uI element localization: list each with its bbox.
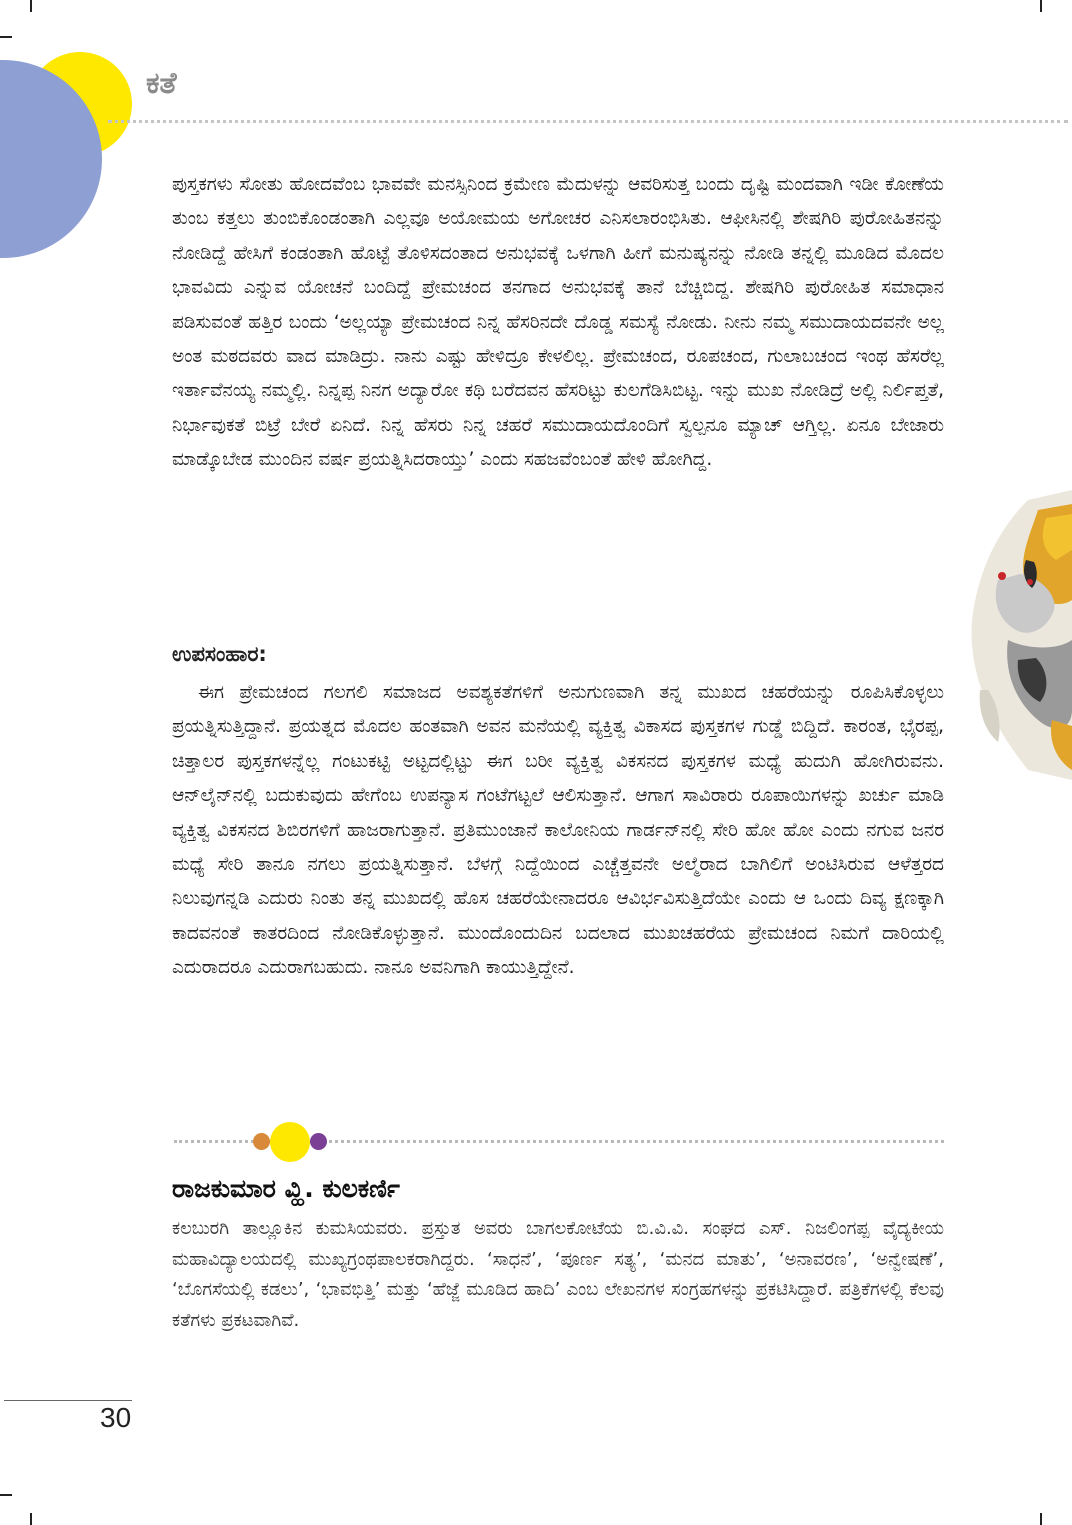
decorative-orange-dot	[253, 1133, 270, 1150]
author-name: ರಾಜಕುಮಾರ ವ್ಹಿ. ಕುಲಕರ್ಣಿ	[172, 1174, 400, 1203]
decorative-painting-image	[968, 490, 1072, 780]
crop-mark	[30, 0, 32, 12]
crop-mark	[1040, 0, 1042, 12]
author-bio: ಕಲಬುರಗಿ ತಾಲ್ಲೂಕಿನ ಕುಮಸಿಯವರು. ಪ್ರಸ್ತುತ ಅವರು ಬಾಗಲಕೋಟೆಯ ಬಿ.ವಿ.ವಿ. ಸಂಘದ ಎಸ್. ನಿಜಲಿಂಗಪ್ಪ ವೈದ್ಯಕೀಯ ಮಹಾವಿದ್ಯಾಲಯದಲ್ಲಿ ಮುಖ್ಯಗ್ರಂಥಪಾಲಕರಾಗಿದ್ದರು. ‘ಸಾಧನೆ’, ‘ಪೂರ್ಣ ಸತ್ಯ’, ‘ಮನದ ಮಾತು’, ‘ಅನಾವರಣ’, ‘ಅನ್ವೇಷಣೆ’, ‘ಬೊಗಸೆಯಲ್ಲಿ ಕಡಲು’, ‘ಭಾವಭಿತ್ತಿ’ ಮತ್ತು ‘ಹೆಜ್ಜೆ ಮೂಡಿದ ಹಾದಿ’ ಎಂಬ ಲೇಖನಗಳ ಸಂಗ್ರಹಗಳನ್ನು ಪ್ರಕಟಿಸಿದ್ದಾರೆ. ಪತ್ರಿಕೆಗಳಲ್ಲಿ ಕೆಲವು ಕತೆಗಳು ಪ್ರಕಟವಾಗಿವೆ.	[172, 1218, 944, 1331]
story-paragraph: ಪುಸ್ತಕಗಳು ಸೋತು ಹೋದವೆಂಬ ಭಾವವೇ ಮನಸ್ಸಿನಿಂದ ಕ್ರಮೇಣ ಮೆದುಳನ್ನು ಆವರಿಸುತ್ತ ಬಂದು ದೃಷ್ಟಿ ಮಂದವಾಗಿ ಇಡೀ ಕೋಣೆಯ ತುಂಬ ಕತ್ತಲು ತುಂಬಿಕೊಂಡಂತಾಗಿ ಎಲ್ಲವೂ ಅಯೋಮಯ ಅಗೋಚರ ಎನಿಸಲಾರಂಭಿಸಿತು. ಆಫೀಸಿನಲ್ಲಿ ಶೇಷಗಿರಿ ಪುರೋಹಿತನನ್ನು ನೋಡಿದ್ದೆ ಹೇಸಿಗೆ ಕಂಡಂತಾಗಿ ಹೊಟ್ಟೆ ತೊಳಿಸದಂತಾದ ಅನುಭವಕ್ಕೆ ಒಳಗಾಗಿ ಹೀಗೆ ಮನುಷ್ಯನನ್ನು ನೋಡಿ ತನ್ನಲ್ಲಿ ಮೂಡಿದ ಮೊದಲ ಭಾವವಿದು ಎನ್ನುವ ಯೋಚನೆ ಬಂದಿದ್ದೆ ಪ್ರೇಮಚಂದ ತನಗಾದ ಅನುಭವಕ್ಕೆ ತಾನೆ ಬೆಚ್ಚಿಬಿದ್ದ. ಶೇಷಗಿರಿ ಪುರೋಹಿತ ಸಮಾಧಾನ ಪಡಿಸುವಂತೆ ಹತ್ತಿರ ಬಂದು ‘ಅಲ್ಲಯ್ಯಾ ಪ್ರೇಮಚಂದ ನಿನ್ನ ಹೆಸರಿನದೇ ದೊಡ್ಡ ಸಮಸ್ಯೆ ನೋಡು. ನೀನು ನಮ್ಮ ಸಮುದಾಯದವನೇ ಅಲ್ಲ ಅಂತ ಮಠದವರು ವಾದ ಮಾಡಿದ್ರು. ನಾನು ಎಷ್ಟು ಹೇಳಿದ್ರೂ ಕೇಳಲಿಲ್ಲ. ಪ್ರೇಮಚಂದ, ರೂಪಚಂದ, ಗುಲಾಬಚಂದ ಇಂಥ ಹೆಸರೆಲ್ಲ ಇರ್ತಾವೆನಯ್ಯ ನಮ್ಮಲ್ಲಿ. ನಿನ್ನಪ್ಪ ನಿನಗ ಅದ್ಯಾರೋ ಕಥಿ ಬರೆದವನ ಹೆಸರಿಟ್ಟು ಕುಲಗೆಡಿಸಿಬಿಟ್ಟ. ಇನ್ನು ಮುಖ ನೋಡಿದ್ರೆ ಅಲ್ಲಿ ನಿರ್ಲಿಪ್ತತೆ, ನಿರ್ಭಾವುಕತೆ ಬಿಟ್ರೆ ಬೇರೆ ಏನಿದೆ. ನಿನ್ನ ಹೆಸರು ನಿನ್ನ ಚಹರೆ ಸಮುದಾಯದೊಂದಿಗೆ ಸ್ವಲ್ಪನೂ ಮ್ಯಾಚ್ ಆಗ್ತಿಲ್ಲ. ಏನೂ ಬೇಜಾರು ಮಾಡ್ಕೊಬೇಡ ಮುಂದಿನ ವರ್ಷ ಪ್ರಯತ್ನಿಸಿದರಾಯ್ತು’ ಎಂದು ಸಹಜವೆಂಬಂತೆ ಹೇಳಿ ಹೋಗಿದ್ದ.	[172, 174, 944, 471]
header-dotted-rule	[108, 120, 1068, 123]
decorative-yellow-dot	[270, 1122, 310, 1162]
epilogue-paragraph: ಈಗ ಪ್ರೇಮಚಂದ ಗಲಗಲಿ ಸಮಾಜದ ಅವಶ್ಯಕತೆಗಳಿಗೆ ಅನುಗುಣವಾಗಿ ತನ್ನ ಮುಖದ ಚಹರೆಯನ್ನು ರೂಪಿಸಿಕೊಳ್ಳಲು ಪ್ರಯತ್ನಿಸುತ್ತಿದ್ದಾನೆ. ಪ್ರಯತ್ನದ ಮೊದಲ ಹಂತವಾಗಿ ಅವನ ಮನೆಯಲ್ಲಿ ವ್ಯಕ್ತಿತ್ವ ವಿಕಾಸದ ಪುಸ್ತಕಗಳ ಗುಡ್ಡೆ ಬಿದ್ದಿದೆ. ಕಾರಂತ, ಭೈರಪ್ಪ, ಚಿತ್ತಾಲರ ಪುಸ್ತಕಗಳನ್ನೆಲ್ಲ ಗಂಟುಕಟ್ಟಿ ಅಟ್ಟದಲ್ಲಿಟ್ಟು ಈಗ ಬರೀ ವ್ಯಕ್ತಿತ್ವ ವಿಕಸನದ ಪುಸ್ತಕಗಳ ಮಧ್ಯೆ ಹುದುಗಿ ಹೋಗಿರುವನು. ಆನ್‌ಲೈನ್‌ನಲ್ಲಿ ಬದುಕುವುದು ಹೇಗೆಂಬ ಉಪನ್ಯಾಸ ಗಂಟೆಗಟ್ಟಲೆ ಆಲಿಸುತ್ತಾನೆ. ಆಗಾಗ ಸಾವಿರಾರು ರೂಪಾಯಿಗಳನ್ನು ಖರ್ಚು ಮಾಡಿ ವ್ಯಕ್ತಿತ್ವ ವಿಕಸನದ ಶಿಬಿರಗಳಿಗೆ ಹಾಜರಾಗುತ್ತಾನೆ. ಪ್ರತಿಮುಂಜಾನೆ ಕಾಲೋನಿಯ ಗಾರ್ಡನ್‌ನಲ್ಲಿ ಸೇರಿ ಹೋ ಹೋ ಎಂದು ನಗುವ ಜನರ ಮಧ್ಯೆ ಸೇರಿ ತಾನೂ ನಗಲು ಪ್ರಯತ್ನಿಸುತ್ತಾನೆ. ಬೆಳಗ್ಗೆ ನಿದ್ದೆಯಿಂದ ಎಚ್ಚೆತ್ತವನೇ ಅಲ್ಮೆರಾದ ಬಾಗಿಲಿಗೆ ಅಂಟಿಸಿರುವ ಆಳೆತ್ತರದ ನಿಲುವುಗನ್ನಡಿ ಎದುರು ನಿಂತು ತನ್ನ ಮುಖದಲ್ಲಿ ಹೊಸ ಚಹರೆಯೇನಾದರೂ ಆವಿರ್ಭವಿಸುತ್ತಿದೆಯೇ ಎಂದು ಆ ಒಂದು ದಿವ್ಯ ಕ್ಷಣಕ್ಕಾಗಿ ಕಾದವನಂತೆ ಕಾತರದಿಂದ ನೋಡಿಕೊಳ್ಳುತ್ತಾನೆ. ಮುಂದೊಂದುದಿನ ಬದಲಾದ ಮುಖಚಹರೆಯ ಪ್ರೇಮಚಂದ ನಿಮಗೆ ದಾರಿಯಲ್ಲಿ ಎದುರಾದರೂ ಎದುರಾಗಬಹುದು. ನಾನೂ ಅವನಿಗಾಗಿ ಕಾಯುತ್ತಿದ್ದೇನೆ.	[172, 682, 944, 979]
crop-mark	[0, 36, 12, 38]
crop-mark	[1040, 1513, 1042, 1525]
decorative-purple-dot	[310, 1133, 327, 1150]
page-number-rule	[4, 1400, 132, 1401]
crop-mark	[0, 1494, 12, 1496]
section-label: ಕತೆ	[146, 66, 177, 101]
epilogue-heading: ಉಪಸಂಹಾರ:	[172, 642, 267, 666]
page-number: 30	[100, 1402, 132, 1433]
crop-mark	[30, 1513, 32, 1525]
